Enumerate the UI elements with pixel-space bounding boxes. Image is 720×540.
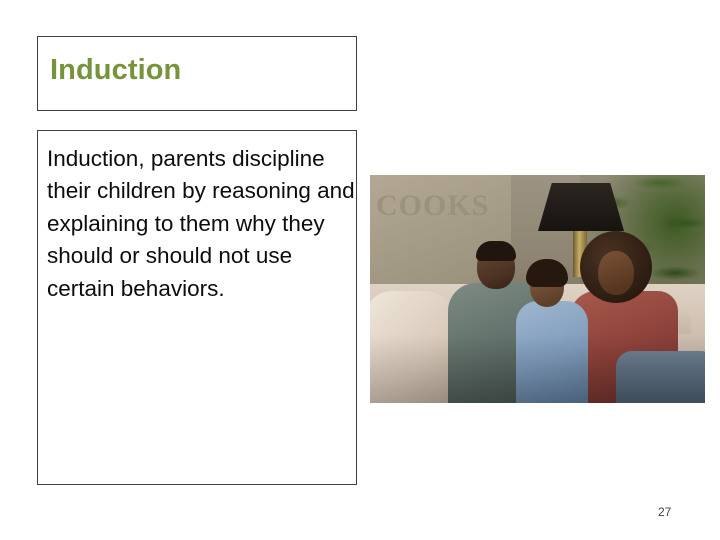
body-paragraph: Induction, parents discipline their children by reasoning and explaining to them why they should or should not use certain behaviors. [47,146,355,301]
page-title: Induction [50,54,182,86]
child-figure-hair [526,259,568,287]
title-placeholder[interactable] [37,36,357,111]
photo-background-wall [370,175,705,403]
mother-figure-head [598,251,634,295]
photo-wall-lettering: COOKS [376,189,490,222]
father-figure-hair [476,241,516,261]
lamp-shade [538,183,624,231]
body-placeholder[interactable] [37,130,357,485]
photo-vignette [370,335,705,403]
family-on-couch-photo[interactable] [370,175,705,403]
slide-number: 27 [658,505,672,519]
